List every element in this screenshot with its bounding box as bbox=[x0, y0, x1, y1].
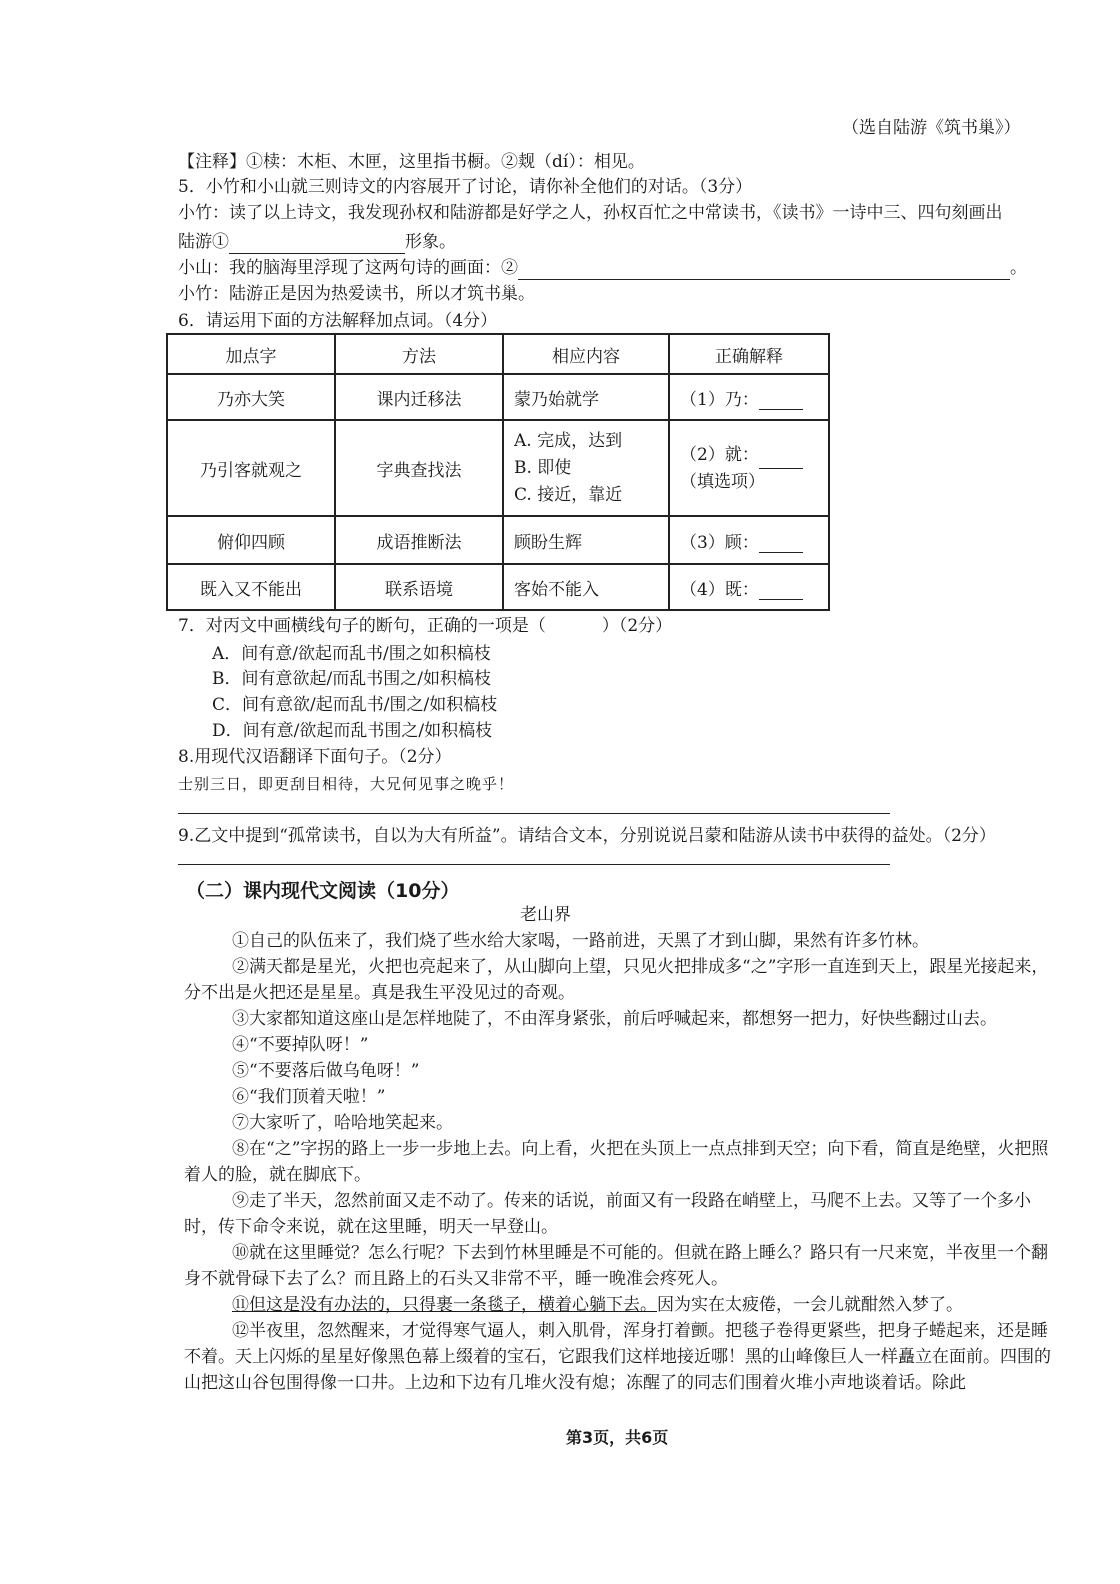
q6-header-answer: 正确解释 bbox=[669, 334, 829, 374]
q6-content: 蒙乃始就学 bbox=[503, 374, 669, 420]
q6-phrase: 既入又不能出 bbox=[167, 564, 335, 610]
underlined-sentence: ⑪但这是没有办法的，只得裹一条毯子，横着心躺下去。 bbox=[232, 1295, 657, 1315]
q5-blank-2[interactable] bbox=[518, 255, 1010, 280]
q6-phrase: 乃亦大笑 bbox=[167, 374, 335, 420]
q5-line4: 小竹：陆游正是因为热爱读书，所以才筑书巢。 bbox=[178, 284, 535, 304]
q7-option-d[interactable]: D．间有意/欲起而乱书围之/如积槁枝 bbox=[212, 721, 493, 741]
passage-title: 老山界 bbox=[520, 905, 571, 925]
q5-line1: 小竹：读了以上诗文，我发现孙权和陆游都是好学之人，孙权百忙之中常读书，《读书》一诗中三、四句刻画出 bbox=[178, 203, 1003, 223]
q5-blank-1[interactable] bbox=[229, 229, 405, 254]
q5-line3-suffix: 。 bbox=[1010, 258, 1027, 278]
paragraph: ①自己的队伍来了，我们烧了些水给大家喝，一路前进，天黑了才到山脚，果然有许多竹林。 bbox=[232, 931, 929, 951]
paragraph: ⑩就在这里睡觉？怎么行呢？下去到竹林里睡是不可能的。但就在路上睡么？路只有一尺来宽，半夜里一个翻身不就骨碌下去了么？而且路上的石头又非常不平，睡一晚准会疼死人。 bbox=[184, 1243, 1048, 1289]
paragraph: ⑨走了半天，忽然前面又走不动了。传来的话说，前面又有一段路在峭壁上，马爬不上去。又等了一个多小时，传下命令来说，就在这里睡，明天一早登山。 bbox=[184, 1191, 1031, 1237]
q6-phrase: 乃引客就观之 bbox=[167, 420, 335, 516]
q6-header-phrase: 加点字 bbox=[167, 334, 335, 374]
paragraph: ④“不要掉队呀！” bbox=[232, 1035, 369, 1055]
paragraph: ⑧在“之”字拐的路上一步一步地上去。向上看，火把在头顶上一点点排到天空；向下看，简直是绝壁，火把照着人的脸，就在脚底下。 bbox=[184, 1139, 1049, 1185]
q6-row bbox=[167, 374, 829, 420]
source-note: （选自陆游《筑书巢》） bbox=[842, 118, 1021, 138]
q7-option-c[interactable]: C．间有意欲/起而乱书/围之/如积槁枝 bbox=[212, 695, 498, 715]
q5-line3 bbox=[178, 255, 1027, 280]
paragraph: ⑦大家听了，哈哈地笑起来。 bbox=[232, 1113, 453, 1133]
q5-line2 bbox=[178, 229, 456, 254]
q6-answer-blank-2[interactable] bbox=[759, 441, 803, 469]
q6-header-content: 相应内容 bbox=[503, 334, 669, 374]
q6-answer-label: （3）顾： bbox=[680, 532, 759, 553]
q6-content bbox=[503, 420, 669, 516]
paragraph: ⑤“不要落后做乌龟呀！” bbox=[232, 1061, 420, 1081]
q6-table bbox=[166, 333, 830, 611]
page-footer: 第3页，共6页 bbox=[566, 1428, 669, 1447]
q9-answer-line[interactable] bbox=[178, 864, 890, 865]
q7-option-b[interactable]: B．间有意欲起/而乱书围之/如积槁枝 bbox=[212, 669, 491, 689]
q6-option-c: C. 接近，靠近 bbox=[514, 484, 623, 505]
q6-content: 客始不能入 bbox=[503, 564, 669, 610]
q6-answer-cell bbox=[669, 374, 829, 420]
q7-stem bbox=[178, 614, 672, 638]
paragraph bbox=[184, 1292, 1064, 1318]
q6-row bbox=[167, 516, 829, 564]
q6-answer-cell bbox=[669, 516, 829, 564]
q6-row bbox=[167, 420, 829, 516]
q6-option-a: A. 完成，达到 bbox=[514, 430, 623, 451]
q6-answer-hint: （填选项） bbox=[680, 471, 765, 492]
q6-content: 顾盼生辉 bbox=[503, 516, 669, 564]
paragraph: ②满天都是星光，火把也亮起来了，从山脚向上望，只见火把排成多“之”字形一直连到天上，跟星光接起来，分不出是火把还是星星。真是我生平没见过的奇观。 bbox=[184, 957, 1049, 1003]
q5-line3-prefix: 小山：我的脑海里浮现了这两句诗的画面：② bbox=[178, 258, 518, 278]
q6-stem: 6．请运用下面的方法解释加点词。（4分） bbox=[178, 311, 498, 331]
q6-answer-label: （4）既： bbox=[680, 579, 759, 600]
q8-sentence: 士别三日，即更刮目相待，大兄何见事之晚乎！ bbox=[178, 775, 515, 793]
q6-header-row bbox=[167, 334, 829, 374]
q6-header-method: 方法 bbox=[335, 334, 503, 374]
q6-answer-blank-3[interactable] bbox=[759, 532, 803, 553]
q7-option-a[interactable]: A．间有意/欲起而乱书/围之如积槁枝 bbox=[212, 644, 491, 664]
q6-phrase: 俯仰四顾 bbox=[167, 516, 335, 564]
q5-stem: 5．小竹和小山就三则诗文的内容展开了讨论，请你补全他们的对话。（3分） bbox=[178, 177, 753, 197]
paragraph: ③大家都知道这座山是怎样地陡了，不由浑身紧张，前后呼喊起来，都想努一把力，好快些翻过山去。 bbox=[232, 1009, 997, 1029]
q5-line2-suffix: 形象。 bbox=[405, 232, 456, 252]
q6-method: 字典查找法 bbox=[335, 420, 503, 516]
q6-row bbox=[167, 564, 829, 610]
q7-stem-prefix: 7．对丙文中画横线句子的断句，正确的一项是（ bbox=[178, 616, 546, 636]
q6-answer-cell bbox=[669, 564, 829, 610]
passage-body bbox=[184, 928, 1064, 1396]
paragraph: ⑫半夜里，忽然醒来，才觉得寒气逼人，刺入肌骨，浑身打着颤。把毯子卷得更紧些，把身子蜷起来，还是睡不着。天上闪烁的星星好像黑色幕上缀着的宝石，它跟我们这样地接近哪！黑的山峰像巨人一样矗立在面前。四围的山把这山谷包围得像一口井。上边和下边有几堆火没有熄；冻醒了的同志们围着火堆小声地谈着话。除此 bbox=[184, 1321, 1051, 1393]
q6-answer-label: （2）就： bbox=[680, 444, 759, 465]
q6-answer-cell bbox=[669, 420, 829, 516]
q6-option-b: B. 即使 bbox=[514, 457, 572, 478]
paragraph-rest: 因为实在太疲倦，一会儿就酣然入梦了。 bbox=[657, 1295, 963, 1315]
annotation: 【注释】①椟：木柜、木匣，这里指书橱。②觌（dí）：相见。 bbox=[178, 152, 645, 172]
q8-answer-line[interactable] bbox=[178, 813, 890, 814]
q6-method: 课内迁移法 bbox=[335, 374, 503, 420]
q7-answer-slot[interactable] bbox=[546, 614, 602, 638]
q9-stem: 9.乙文中提到“孤常读书，自以为大有所益”。请结合文本，分别说说吕蒙和陆游从读书中获得的益处。（2分） bbox=[178, 826, 996, 846]
q6-answer-label: （1）乃： bbox=[680, 389, 759, 410]
section-heading: （二）课内现代文阅读（10分） bbox=[186, 880, 460, 902]
q6-answer-blank-1[interactable] bbox=[759, 389, 803, 410]
q8-stem: 8.用现代汉语翻译下面句子。（2分） bbox=[178, 747, 452, 767]
q7-stem-suffix: ）（2分） bbox=[601, 616, 673, 636]
q6-method: 成语推断法 bbox=[335, 516, 503, 564]
q6-method: 联系语境 bbox=[335, 564, 503, 610]
q5-line2-prefix: 陆游① bbox=[178, 232, 229, 252]
paragraph: ⑥“我们顶着天啦！” bbox=[232, 1087, 386, 1107]
q6-answer-blank-4[interactable] bbox=[759, 579, 803, 600]
